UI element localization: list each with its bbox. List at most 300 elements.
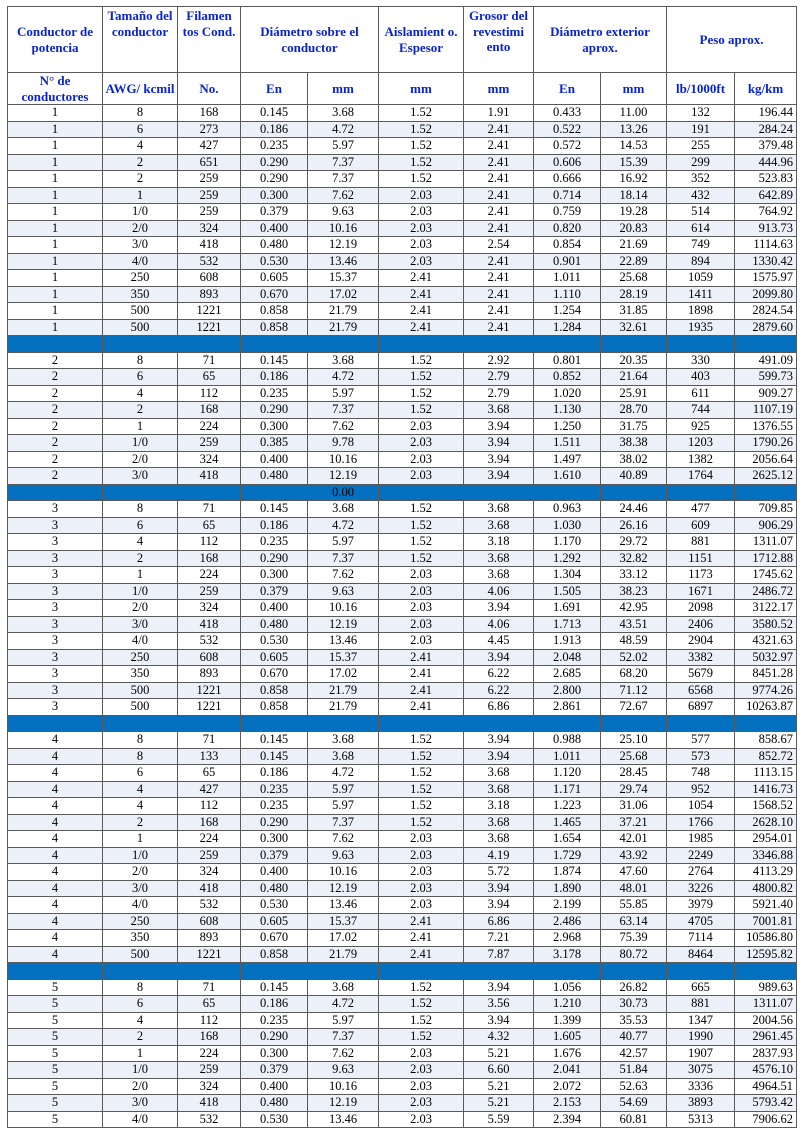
separator-cell bbox=[601, 963, 667, 980]
cell-aislamiento-mm: 2.03 bbox=[379, 418, 464, 435]
cell-awg-kcmil: 1/0 bbox=[103, 1062, 178, 1079]
cell-peso-lb: 881 bbox=[667, 996, 735, 1013]
cell-exterior-en: 1.110 bbox=[534, 286, 601, 303]
cell-diametro-en: 0.145 bbox=[241, 105, 308, 122]
table-row bbox=[8, 814, 797, 831]
cell-peso-lb: 1671 bbox=[667, 583, 735, 600]
cell-peso-kg: 9774.26 bbox=[735, 682, 797, 699]
cell-exterior-mm: 31.75 bbox=[601, 418, 667, 435]
separator-cell bbox=[103, 484, 178, 501]
cell-exterior-en: 2.968 bbox=[534, 930, 601, 947]
cell-peso-kg: 5793.42 bbox=[735, 1095, 797, 1112]
cell-diametro-mm: 3.68 bbox=[308, 979, 379, 996]
cell-grosor-mm: 3.68 bbox=[464, 831, 534, 848]
cell-awg-kcmil: 500 bbox=[103, 946, 178, 963]
cell-peso-lb: 609 bbox=[667, 517, 735, 534]
cell-exterior-en: 0.820 bbox=[534, 220, 601, 237]
cell-filamentos: 71 bbox=[178, 501, 241, 518]
cell-awg-kcmil: 4 bbox=[103, 781, 178, 798]
cell-peso-lb: 255 bbox=[667, 138, 735, 155]
cell-exterior-en: 1.254 bbox=[534, 303, 601, 320]
cell-filamentos: 65 bbox=[178, 369, 241, 386]
cell-diametro-mm: 10.16 bbox=[308, 220, 379, 237]
cell-awg-kcmil: 4 bbox=[103, 385, 178, 402]
cell-awg-kcmil: 2 bbox=[103, 550, 178, 567]
cell-diametro-en: 0.290 bbox=[241, 550, 308, 567]
cell-awg-kcmil: 250 bbox=[103, 649, 178, 666]
cell-exterior-en: 1.210 bbox=[534, 996, 601, 1013]
cell-grosor-mm: 6.86 bbox=[464, 913, 534, 930]
cell-num-conductores: 1 bbox=[8, 105, 103, 122]
cell-num-conductores: 2 bbox=[8, 385, 103, 402]
cell-exterior-en: 2.041 bbox=[534, 1062, 601, 1079]
cell-exterior-mm: 37.21 bbox=[601, 814, 667, 831]
cell-exterior-en: 0.572 bbox=[534, 138, 601, 155]
cell-aislamiento-mm: 1.52 bbox=[379, 550, 464, 567]
cell-awg-kcmil: 500 bbox=[103, 699, 178, 716]
cell-exterior-mm: 13.26 bbox=[601, 121, 667, 138]
cell-filamentos: 168 bbox=[178, 550, 241, 567]
cell-exterior-mm: 43.92 bbox=[601, 847, 667, 864]
cell-grosor-mm: 3.94 bbox=[464, 435, 534, 452]
cell-grosor-mm: 3.94 bbox=[464, 649, 534, 666]
cell-filamentos: 112 bbox=[178, 798, 241, 815]
cell-awg-kcmil: 500 bbox=[103, 682, 178, 699]
cell-awg-kcmil: 2 bbox=[103, 171, 178, 188]
cell-exterior-mm: 22.89 bbox=[601, 253, 667, 270]
cell-exterior-mm: 52.63 bbox=[601, 1078, 667, 1095]
cell-peso-kg: 2628.10 bbox=[735, 814, 797, 831]
cell-peso-kg: 2056.64 bbox=[735, 451, 797, 468]
cell-exterior-mm: 42.57 bbox=[601, 1045, 667, 1062]
table-row bbox=[8, 138, 797, 155]
cell-diametro-en: 0.186 bbox=[241, 517, 308, 534]
separator-cell bbox=[464, 715, 534, 732]
cell-filamentos: 168 bbox=[178, 814, 241, 831]
separator-cell bbox=[735, 715, 797, 732]
table-row bbox=[8, 1078, 797, 1095]
cell-diametro-mm: 4.72 bbox=[308, 765, 379, 782]
cell-exterior-en: 0.901 bbox=[534, 253, 601, 270]
cell-aislamiento-mm: 1.52 bbox=[379, 385, 464, 402]
table-row bbox=[8, 468, 797, 485]
cell-peso-lb: 1059 bbox=[667, 270, 735, 287]
cell-peso-kg: 909.27 bbox=[735, 385, 797, 402]
cell-exterior-en: 1.913 bbox=[534, 633, 601, 650]
cell-awg-kcmil: 4/0 bbox=[103, 253, 178, 270]
separator-cell bbox=[241, 484, 308, 501]
separator-cell bbox=[379, 484, 464, 501]
cell-aislamiento-mm: 2.03 bbox=[379, 187, 464, 204]
table-row bbox=[8, 402, 797, 419]
cell-exterior-mm: 40.77 bbox=[601, 1029, 667, 1046]
cell-exterior-mm: 28.70 bbox=[601, 402, 667, 419]
cell-peso-lb: 8464 bbox=[667, 946, 735, 963]
cell-awg-kcmil: 3/0 bbox=[103, 237, 178, 254]
cell-aislamiento-mm: 1.52 bbox=[379, 121, 464, 138]
cell-exterior-mm: 30.73 bbox=[601, 996, 667, 1013]
cell-diametro-mm: 7.62 bbox=[308, 831, 379, 848]
cell-peso-lb: 748 bbox=[667, 765, 735, 782]
cell-num-conductores: 4 bbox=[8, 946, 103, 963]
cell-diametro-mm: 12.19 bbox=[308, 880, 379, 897]
table-row bbox=[8, 121, 797, 138]
cell-exterior-en: 1.011 bbox=[534, 270, 601, 287]
cell-diametro-en: 0.186 bbox=[241, 121, 308, 138]
cell-diametro-en: 0.858 bbox=[241, 303, 308, 320]
cell-exterior-en: 0.714 bbox=[534, 187, 601, 204]
cell-diametro-en: 0.480 bbox=[241, 468, 308, 485]
cell-exterior-mm: 33.12 bbox=[601, 567, 667, 584]
cell-aislamiento-mm: 1.52 bbox=[379, 352, 464, 369]
cell-exterior-en: 1.120 bbox=[534, 765, 601, 782]
cell-filamentos: 324 bbox=[178, 864, 241, 881]
cell-peso-lb: 3226 bbox=[667, 880, 735, 897]
cell-peso-kg: 1712.88 bbox=[735, 550, 797, 567]
cell-peso-lb: 1766 bbox=[667, 814, 735, 831]
header-lb-1000ft: lb/1000ft bbox=[667, 73, 735, 105]
group-separator-row bbox=[8, 484, 797, 501]
table-row bbox=[8, 1111, 797, 1128]
cell-peso-kg: 4800.82 bbox=[735, 880, 797, 897]
separator-cell bbox=[178, 715, 241, 732]
table-row bbox=[8, 319, 797, 336]
cell-grosor-mm: 3.68 bbox=[464, 517, 534, 534]
cell-aislamiento-mm: 2.41 bbox=[379, 946, 464, 963]
cell-aislamiento-mm: 2.03 bbox=[379, 600, 464, 617]
cell-num-conductores: 3 bbox=[8, 616, 103, 633]
cell-aislamiento-mm: 1.52 bbox=[379, 781, 464, 798]
cell-diametro-en: 0.858 bbox=[241, 319, 308, 336]
cell-exterior-en: 0.854 bbox=[534, 237, 601, 254]
cell-diametro-en: 0.300 bbox=[241, 567, 308, 584]
cell-grosor-mm: 7.21 bbox=[464, 930, 534, 947]
cell-exterior-mm: 26.82 bbox=[601, 979, 667, 996]
cell-awg-kcmil: 1 bbox=[103, 1045, 178, 1062]
cell-diametro-en: 0.480 bbox=[241, 616, 308, 633]
cell-peso-kg: 642.89 bbox=[735, 187, 797, 204]
cell-diametro-mm: 12.19 bbox=[308, 616, 379, 633]
cell-num-conductores: 2 bbox=[8, 352, 103, 369]
cell-exterior-mm: 51.84 bbox=[601, 1062, 667, 1079]
cell-diametro-en: 0.605 bbox=[241, 270, 308, 287]
cell-num-conductores: 1 bbox=[8, 319, 103, 336]
cell-filamentos: 608 bbox=[178, 913, 241, 930]
cell-num-conductores: 1 bbox=[8, 270, 103, 287]
cell-peso-kg: 913.73 bbox=[735, 220, 797, 237]
cell-num-conductores: 5 bbox=[8, 1029, 103, 1046]
separator-cell bbox=[667, 963, 735, 980]
separator-cell bbox=[534, 484, 601, 501]
cell-peso-lb: 3336 bbox=[667, 1078, 735, 1095]
cell-num-conductores: 5 bbox=[8, 1111, 103, 1128]
cell-peso-kg: 1745.62 bbox=[735, 567, 797, 584]
cell-peso-lb: 1935 bbox=[667, 319, 735, 336]
cell-exterior-mm: 75.39 bbox=[601, 930, 667, 947]
table-row bbox=[8, 237, 797, 254]
cell-diametro-en: 0.300 bbox=[241, 187, 308, 204]
separator-cell bbox=[103, 963, 178, 980]
cell-exterior-mm: 71.12 bbox=[601, 682, 667, 699]
cell-diametro-mm: 21.79 bbox=[308, 946, 379, 963]
table-row bbox=[8, 385, 797, 402]
cell-aislamiento-mm: 1.52 bbox=[379, 369, 464, 386]
cell-grosor-mm: 3.18 bbox=[464, 798, 534, 815]
cell-aislamiento-mm: 2.41 bbox=[379, 649, 464, 666]
cell-diametro-mm: 21.79 bbox=[308, 699, 379, 716]
cell-num-conductores: 1 bbox=[8, 237, 103, 254]
cell-num-conductores: 3 bbox=[8, 633, 103, 650]
cell-awg-kcmil: 2/0 bbox=[103, 864, 178, 881]
cell-exterior-mm: 52.02 bbox=[601, 649, 667, 666]
cell-peso-kg: 906.29 bbox=[735, 517, 797, 534]
cell-num-conductores: 4 bbox=[8, 781, 103, 798]
cell-grosor-mm: 2.54 bbox=[464, 237, 534, 254]
cell-peso-lb: 2764 bbox=[667, 864, 735, 881]
cell-filamentos: 273 bbox=[178, 121, 241, 138]
cell-awg-kcmil: 2 bbox=[103, 402, 178, 419]
cell-peso-kg: 1107.19 bbox=[735, 402, 797, 419]
cell-peso-kg: 3346.88 bbox=[735, 847, 797, 864]
table-row bbox=[8, 633, 797, 650]
cell-filamentos: 1221 bbox=[178, 303, 241, 320]
cell-awg-kcmil: 3/0 bbox=[103, 468, 178, 485]
header-diametro-exterior: Diámetro exterior aprox. bbox=[534, 7, 667, 73]
cell-num-conductores: 5 bbox=[8, 1062, 103, 1079]
cell-aislamiento-mm: 1.52 bbox=[379, 517, 464, 534]
cell-filamentos: 893 bbox=[178, 286, 241, 303]
cell-diametro-en: 0.290 bbox=[241, 814, 308, 831]
cell-aislamiento-mm: 2.03 bbox=[379, 864, 464, 881]
cell-peso-lb: 577 bbox=[667, 732, 735, 749]
cell-awg-kcmil: 8 bbox=[103, 748, 178, 765]
cell-grosor-mm: 3.94 bbox=[464, 897, 534, 914]
cell-exterior-en: 1.020 bbox=[534, 385, 601, 402]
separator-cell bbox=[379, 963, 464, 980]
cell-aislamiento-mm: 2.03 bbox=[379, 616, 464, 633]
table-row bbox=[8, 517, 797, 534]
cell-diametro-mm: 12.19 bbox=[308, 468, 379, 485]
table-row bbox=[8, 352, 797, 369]
table-row bbox=[8, 187, 797, 204]
cell-num-conductores: 4 bbox=[8, 897, 103, 914]
cell-aislamiento-mm: 1.52 bbox=[379, 798, 464, 815]
cell-awg-kcmil: 6 bbox=[103, 121, 178, 138]
cell-peso-lb: 403 bbox=[667, 369, 735, 386]
cell-exterior-mm: 47.60 bbox=[601, 864, 667, 881]
table-body bbox=[8, 105, 797, 1128]
cell-peso-kg: 1376.55 bbox=[735, 418, 797, 435]
cell-exterior-mm: 38.38 bbox=[601, 435, 667, 452]
separator-cell bbox=[667, 336, 735, 353]
cell-exterior-mm: 28.19 bbox=[601, 286, 667, 303]
cell-aislamiento-mm: 2.03 bbox=[379, 468, 464, 485]
cell-awg-kcmil: 2 bbox=[103, 1029, 178, 1046]
cell-num-conductores: 5 bbox=[8, 996, 103, 1013]
table-row bbox=[8, 913, 797, 930]
header-kg-km: kg/km bbox=[735, 73, 797, 105]
cell-exterior-en: 1.713 bbox=[534, 616, 601, 633]
cell-aislamiento-mm: 2.03 bbox=[379, 1062, 464, 1079]
cell-aislamiento-mm: 2.03 bbox=[379, 1045, 464, 1062]
cell-grosor-mm: 3.18 bbox=[464, 534, 534, 551]
cell-aislamiento-mm: 2.03 bbox=[379, 204, 464, 221]
cell-aislamiento-mm: 1.52 bbox=[379, 154, 464, 171]
cell-diametro-en: 0.235 bbox=[241, 138, 308, 155]
cell-peso-kg: 858.67 bbox=[735, 732, 797, 749]
cell-diametro-mm: 15.37 bbox=[308, 913, 379, 930]
cell-grosor-mm: 3.94 bbox=[464, 418, 534, 435]
cell-num-conductores: 4 bbox=[8, 913, 103, 930]
cell-filamentos: 1221 bbox=[178, 946, 241, 963]
separator-cell bbox=[464, 963, 534, 980]
cell-exterior-en: 1.465 bbox=[534, 814, 601, 831]
cell-awg-kcmil: 6 bbox=[103, 369, 178, 386]
cell-grosor-mm: 2.41 bbox=[464, 204, 534, 221]
cell-num-conductores: 3 bbox=[8, 567, 103, 584]
cell-exterior-en: 2.072 bbox=[534, 1078, 601, 1095]
cell-num-conductores: 3 bbox=[8, 583, 103, 600]
cell-exterior-mm: 60.81 bbox=[601, 1111, 667, 1128]
cell-exterior-en: 0.759 bbox=[534, 204, 601, 221]
cell-peso-kg: 2004.56 bbox=[735, 1012, 797, 1029]
cell-diametro-en: 0.530 bbox=[241, 897, 308, 914]
cell-exterior-mm: 25.68 bbox=[601, 270, 667, 287]
cell-diametro-mm: 5.97 bbox=[308, 138, 379, 155]
table-row bbox=[8, 616, 797, 633]
cell-exterior-en: 0.988 bbox=[534, 732, 601, 749]
header-en-exterior: En bbox=[534, 73, 601, 105]
separator-cell bbox=[735, 336, 797, 353]
cell-exterior-mm: 31.06 bbox=[601, 798, 667, 815]
table-row bbox=[8, 996, 797, 1013]
cell-peso-kg: 1113.15 bbox=[735, 765, 797, 782]
cell-filamentos: 168 bbox=[178, 105, 241, 122]
separator-cell bbox=[8, 715, 103, 732]
cell-peso-lb: 881 bbox=[667, 534, 735, 551]
cell-exterior-en: 1.729 bbox=[534, 847, 601, 864]
cell-grosor-mm: 2.41 bbox=[464, 138, 534, 155]
cell-peso-kg: 4576.10 bbox=[735, 1062, 797, 1079]
cell-diametro-en: 0.400 bbox=[241, 600, 308, 617]
cell-diametro-mm: 3.68 bbox=[308, 105, 379, 122]
cell-peso-kg: 1416.73 bbox=[735, 781, 797, 798]
table-row bbox=[8, 666, 797, 683]
header-no: No. bbox=[178, 73, 241, 105]
table-row bbox=[8, 534, 797, 551]
header-conductor-potencia: Conductor de potencia bbox=[8, 7, 103, 73]
separator-cell bbox=[241, 963, 308, 980]
cell-grosor-mm: 3.68 bbox=[464, 765, 534, 782]
cell-peso-kg: 2837.93 bbox=[735, 1045, 797, 1062]
cell-diametro-mm: 7.62 bbox=[308, 418, 379, 435]
cell-peso-lb: 1985 bbox=[667, 831, 735, 848]
cell-peso-lb: 3075 bbox=[667, 1062, 735, 1079]
cell-diametro-en: 0.385 bbox=[241, 435, 308, 452]
header-tamano-conductor: Tamaño del conductor bbox=[103, 7, 178, 73]
cell-aislamiento-mm: 2.03 bbox=[379, 633, 464, 650]
table-row bbox=[8, 831, 797, 848]
cell-num-conductores: 4 bbox=[8, 864, 103, 881]
cell-filamentos: 71 bbox=[178, 352, 241, 369]
cell-peso-lb: 1151 bbox=[667, 550, 735, 567]
cell-awg-kcmil: 350 bbox=[103, 286, 178, 303]
cell-filamentos: 224 bbox=[178, 418, 241, 435]
cell-awg-kcmil: 4 bbox=[103, 798, 178, 815]
cell-num-conductores: 1 bbox=[8, 121, 103, 138]
cell-diametro-en: 0.235 bbox=[241, 798, 308, 815]
table-row bbox=[8, 600, 797, 617]
cell-exterior-mm: 25.91 bbox=[601, 385, 667, 402]
table-row bbox=[8, 682, 797, 699]
cell-num-conductores: 2 bbox=[8, 402, 103, 419]
cell-num-conductores: 1 bbox=[8, 220, 103, 237]
cell-peso-lb: 3382 bbox=[667, 649, 735, 666]
cell-peso-kg: 10586.80 bbox=[735, 930, 797, 947]
cell-peso-lb: 1382 bbox=[667, 451, 735, 468]
cell-grosor-mm: 3.94 bbox=[464, 600, 534, 617]
cell-grosor-mm: 4.06 bbox=[464, 583, 534, 600]
cell-diametro-en: 0.290 bbox=[241, 1029, 308, 1046]
cell-grosor-mm: 7.87 bbox=[464, 946, 534, 963]
table-row bbox=[8, 1012, 797, 1029]
cell-peso-kg: 1114.63 bbox=[735, 237, 797, 254]
cell-peso-kg: 2625.12 bbox=[735, 468, 797, 485]
cell-grosor-mm: 3.94 bbox=[464, 979, 534, 996]
cell-diametro-en: 0.858 bbox=[241, 699, 308, 716]
cell-num-conductores: 4 bbox=[8, 732, 103, 749]
cell-diametro-mm: 5.97 bbox=[308, 1012, 379, 1029]
cell-grosor-mm: 4.06 bbox=[464, 616, 534, 633]
table-row bbox=[8, 732, 797, 749]
cell-grosor-mm: 6.60 bbox=[464, 1062, 534, 1079]
cell-exterior-en: 1.170 bbox=[534, 534, 601, 551]
header-mm-aislamiento: mm bbox=[379, 73, 464, 105]
cell-diametro-mm: 7.37 bbox=[308, 154, 379, 171]
cell-peso-kg: 523.83 bbox=[735, 171, 797, 188]
cell-peso-kg: 5032.97 bbox=[735, 649, 797, 666]
cell-awg-kcmil: 2/0 bbox=[103, 600, 178, 617]
cell-exterior-en: 1.605 bbox=[534, 1029, 601, 1046]
cell-peso-lb: 5313 bbox=[667, 1111, 735, 1128]
cell-num-conductores: 3 bbox=[8, 534, 103, 551]
cell-diametro-mm: 5.97 bbox=[308, 798, 379, 815]
cell-aislamiento-mm: 2.41 bbox=[379, 699, 464, 716]
cell-awg-kcmil: 1/0 bbox=[103, 583, 178, 600]
table-row bbox=[8, 501, 797, 518]
cell-exterior-mm: 20.83 bbox=[601, 220, 667, 237]
cell-grosor-mm: 6.86 bbox=[464, 699, 534, 716]
cell-awg-kcmil: 8 bbox=[103, 352, 178, 369]
cell-peso-lb: 299 bbox=[667, 154, 735, 171]
cell-diametro-mm: 3.68 bbox=[308, 732, 379, 749]
cell-diametro-mm: 13.46 bbox=[308, 897, 379, 914]
cell-diametro-en: 0.400 bbox=[241, 1078, 308, 1095]
cell-peso-kg: 1330.42 bbox=[735, 253, 797, 270]
cell-filamentos: 65 bbox=[178, 996, 241, 1013]
cell-diametro-mm: 7.62 bbox=[308, 567, 379, 584]
cell-aislamiento-mm: 2.41 bbox=[379, 270, 464, 287]
cell-diametro-mm: 10.16 bbox=[308, 864, 379, 881]
cell-filamentos: 259 bbox=[178, 204, 241, 221]
cell-peso-lb: 1173 bbox=[667, 567, 735, 584]
group-separator-row bbox=[8, 336, 797, 353]
cell-grosor-mm: 3.94 bbox=[464, 748, 534, 765]
cell-aislamiento-mm: 1.52 bbox=[379, 996, 464, 1013]
cell-filamentos: 65 bbox=[178, 765, 241, 782]
cell-peso-lb: 2904 bbox=[667, 633, 735, 650]
cell-grosor-mm: 2.92 bbox=[464, 352, 534, 369]
